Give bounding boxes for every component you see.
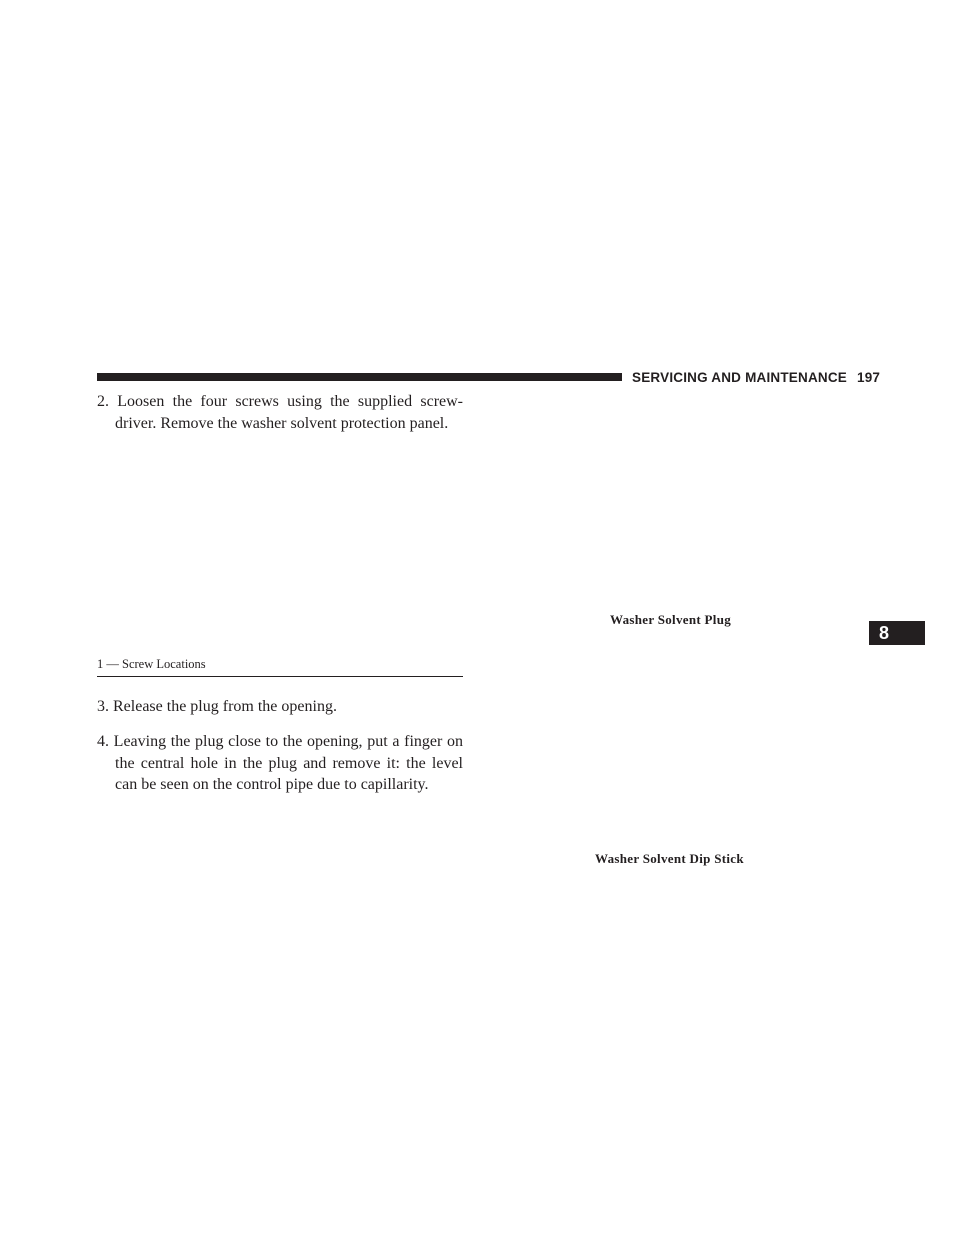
step-2	[97, 391, 463, 434]
step-3	[97, 696, 463, 718]
solvent-plug-caption: Washer Solvent Plug	[610, 612, 732, 627]
page-number: 197	[857, 370, 881, 385]
section-title: SERVICING AND MAINTENANCE	[632, 370, 848, 385]
step-2-line-2: driver. Remove the washer solvent protection panel.	[115, 414, 449, 432]
step-2-line-1: 2. Loosen the four screws using the supplied screw-	[97, 393, 463, 410]
header-rule	[97, 373, 622, 381]
running-header	[632, 370, 880, 386]
step-4-line-3: can be seen on the control pipe due to capillarity.	[115, 776, 429, 793]
chapter-tab: 8	[869, 621, 925, 645]
step-3-line-1: 3. Release the plug from the opening.	[97, 698, 337, 715]
dip-stick-caption: Washer Solvent Dip Stick	[595, 851, 744, 866]
step-4-line-2: the central hole in the plug and remove it: the level	[115, 754, 463, 772]
step-4-line-1: 4. Leaving the plug close to the opening, put a finger on	[97, 733, 463, 750]
step-4	[97, 731, 463, 796]
screw-locations-caption: 1 — Screw Locations	[97, 656, 463, 677]
